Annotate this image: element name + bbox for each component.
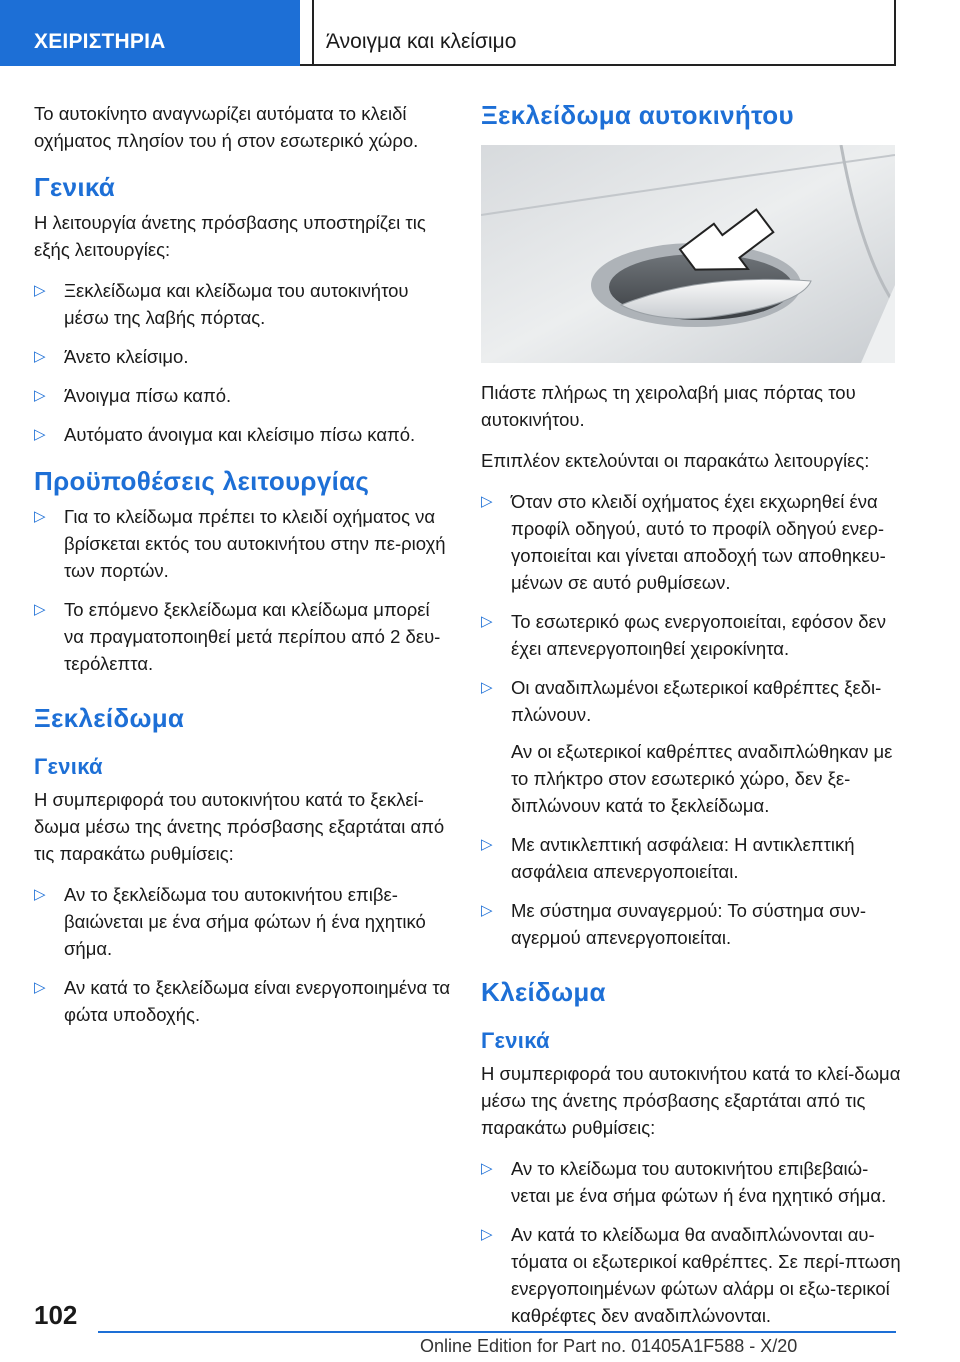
triangle-bullet-icon: ▷ bbox=[34, 387, 46, 404]
list-item: ▷ Αυτόματο άνοιγμα και κλείσιμο πίσω καπό. bbox=[34, 421, 454, 448]
triangle-bullet-icon: ▷ bbox=[34, 886, 46, 903]
intro-text: Το αυτοκίνητο αναγνωρίζει αυτόματα το κλειδί οχήματος πλησίον του ή στον εσωτερικό χώρο. bbox=[34, 103, 419, 151]
lock-list bbox=[481, 1155, 901, 1329]
list-item: ▷ Αν το ξεκλείδωμα του αυτοκινήτου επιβε-βαιώνεται με ένα σήμα φώτων ή ένα ηχητικό σήμα. bbox=[34, 881, 454, 962]
triangle-bullet-icon: ▷ bbox=[481, 493, 493, 510]
general-list bbox=[34, 277, 454, 448]
page-header bbox=[0, 0, 960, 66]
list-item: ▷ Το εσωτερικό φως ενεργοποιείται, εφόσον δεν έχει απενεργοποιηθεί χειροκίνητα. bbox=[481, 608, 901, 662]
triangle-bullet-icon: ▷ bbox=[34, 979, 46, 996]
list-item: ▷ Οι αναδιπλωμένοι εξωτερικοί καθρέπτες ξεδι-πλώνουν. Αν οι εξωτερικοί καθρέπτες αναδιπλώθηκαν με το πλήκτρο στον εσωτερικό χώρο, δεν ξε-διπλώνουν κατά το ξεκλείδωμα. bbox=[481, 674, 901, 819]
triangle-bullet-icon: ▷ bbox=[481, 679, 493, 696]
general-heading: Γενικά bbox=[34, 172, 116, 202]
list-item: ▷ Ξεκλείδωμα και κλείδωμα του αυτοκινήτου μέσω της λαβής πόρτας. bbox=[34, 277, 454, 331]
right-column bbox=[481, 100, 901, 1341]
prerequisites-heading: Προϋποθέσεις λειτουργίας bbox=[34, 466, 370, 496]
header-divider bbox=[312, 0, 314, 66]
list-item: ▷ Αν το κλείδωμα του αυτοκινήτου επιβεβαιώ-νεται με ένα σήμα φώτων ή ένα ηχητικό σήμα. bbox=[481, 1155, 901, 1209]
triangle-bullet-icon: ▷ bbox=[481, 1226, 493, 1243]
list-item: ▷ Αν κατά το κλείδωμα θα αναδιπλώνονται αυ-τόματα οι εξωτερικοί καθρέπτες. Σε περί-πτωση ενεργοποιημένων φώτων αλάρμ οι εξω-τερικοί καθρέφτες δεν αναδιπλώνονται. bbox=[481, 1221, 901, 1329]
triangle-bullet-icon: ▷ bbox=[34, 508, 46, 525]
list-item-note: Αν οι εξωτερικοί καθρέπτες αναδιπλώθηκαν με το πλήκτρο στον εσωτερικό χώρο, δεν ξε-διπλώνουν κατά το ξεκλείδωμα. bbox=[511, 741, 893, 816]
door-handle-image bbox=[481, 145, 895, 363]
lock-heading: Κλείδωμα bbox=[481, 977, 606, 1007]
page-number: 102 bbox=[34, 1300, 78, 1330]
left-column bbox=[34, 100, 454, 1040]
door-handle-illustration bbox=[481, 145, 895, 363]
triangle-bullet-icon: ▷ bbox=[481, 613, 493, 630]
list-item: ▷ Άνοιγμα πίσω καπό. bbox=[34, 382, 454, 409]
list-item: ▷ Το επόμενο ξεκλείδωμα και κλείδωμα μπορεί να πραγματοποιηθεί μετά περίπου από 2 δευ-τερόλεπτα. bbox=[34, 596, 454, 677]
header-rule-right bbox=[894, 0, 896, 66]
list-item: ▷ Αν κατά το ξεκλείδωμα είναι ενεργοποιημένα τα φώτα υποδοχής. bbox=[34, 974, 454, 1028]
unlock-heading: Ξεκλείδωμα bbox=[34, 703, 185, 733]
edition-note: Online Edition for Part no. 01405A1F588 - X/20 bbox=[420, 1336, 798, 1356]
prerequisites-list bbox=[34, 503, 454, 677]
lock-text: Η συμπεριφορά του αυτοκινήτου κατά το κλεί-δωμα μέσω της άνετης πρόσβασης εξαρτάται από τις παρακάτω ρυθμίσεις: bbox=[481, 1063, 901, 1138]
triangle-bullet-icon: ▷ bbox=[481, 902, 493, 919]
extra-text: Επιπλέον εκτελούνται οι παρακάτω λειτουργίες: bbox=[481, 450, 870, 471]
triangle-bullet-icon: ▷ bbox=[481, 836, 493, 853]
general-text: Η λειτουργία άνετης πρόσβασης υποστηρίζει τις εξής λειτουργίες: bbox=[34, 212, 426, 260]
list-item: ▷ Όταν στο κλειδί οχήματος έχει εκχωρηθεί ένα προφίλ οδηγού, αυτό το προφίλ οδηγού ενερ-γοποιείται και γίνεται αποδοχή των αποθηκευ-μένων σε αυτό ρυθμίσεων. bbox=[481, 488, 901, 596]
triangle-bullet-icon: ▷ bbox=[34, 601, 46, 618]
extra-list bbox=[481, 488, 901, 951]
list-item: ▷ Άνετο κλείσιμο. bbox=[34, 343, 454, 370]
footer-rule bbox=[98, 1331, 896, 1333]
unlock-text: Η συμπεριφορά του αυτοκινήτου κατά το ξεκλεί-δωμα μέσω της άνετης πρόσβασης εξαρτάται από τις παρακάτω ρυθμίσεις: bbox=[34, 789, 445, 864]
unlock-general-subheading: Γενικά bbox=[34, 754, 103, 779]
header-rule bbox=[300, 64, 896, 66]
section-tab: ΧΕΙΡΙΣΤΗΡΙΑ bbox=[0, 0, 300, 66]
triangle-bullet-icon: ▷ bbox=[34, 426, 46, 443]
unlock-car-heading: Ξεκλείδωμα αυτοκινήτου bbox=[481, 100, 794, 130]
page-title: Άνοιγμα και κλείσιμο bbox=[326, 30, 517, 53]
list-item: ▷ Με σύστημα συναγερμού: Το σύστημα συν-αγερμού απενεργοποιείται. bbox=[481, 897, 901, 951]
triangle-bullet-icon: ▷ bbox=[34, 282, 46, 299]
triangle-bullet-icon: ▷ bbox=[34, 348, 46, 365]
lock-general-subheading: Γενικά bbox=[481, 1028, 550, 1053]
triangle-bullet-icon: ▷ bbox=[481, 1160, 493, 1177]
list-item: ▷ Για το κλείδωμα πρέπει το κλειδί οχήματος να βρίσκεται εκτός του αυτοκινήτου στην πε-ριοχή των πορτών. bbox=[34, 503, 454, 584]
figure-caption: Πιάστε πλήρως τη χειρολαβή μιας πόρτας του αυτοκινήτου. bbox=[481, 382, 856, 430]
list-item: ▷ Με αντικλεπτική ασφάλεια: Η αντικλεπτική ασφάλεια απενεργοποιείται. bbox=[481, 831, 901, 885]
unlock-list bbox=[34, 881, 454, 1028]
